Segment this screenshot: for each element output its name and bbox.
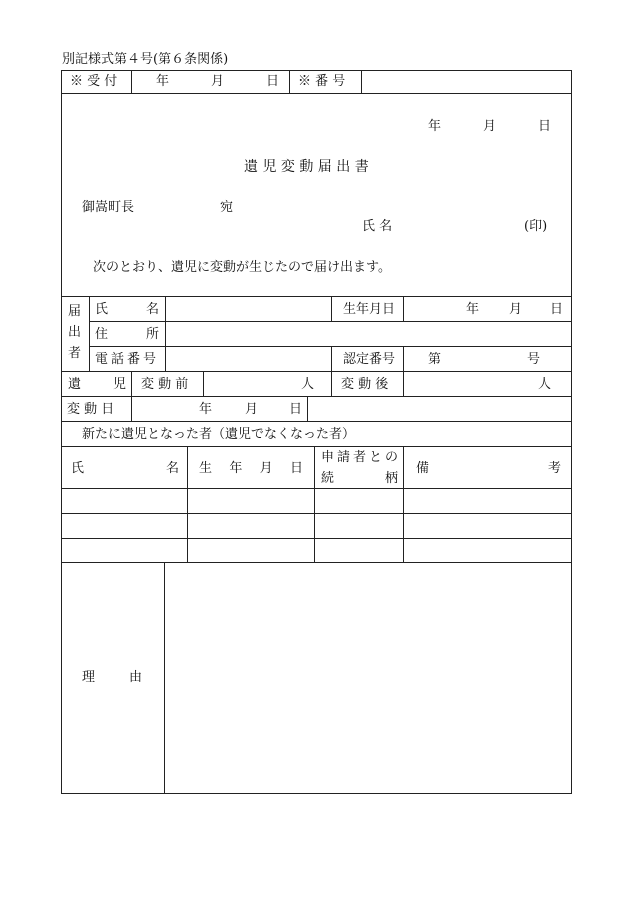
row3-birth-cell[interactable] <box>189 540 312 560</box>
notifier-birth-day: 日 <box>550 302 564 317</box>
row3-remarks-cell[interactable] <box>405 540 569 560</box>
reception-day: 日 <box>266 74 280 89</box>
notifier-phone-field[interactable] <box>168 349 328 368</box>
notifier-label-3: 者 <box>68 346 82 361</box>
date-year: 年 <box>428 119 442 134</box>
row1-name-cell[interactable] <box>63 490 185 511</box>
th-remarks-2: 考 <box>548 461 562 476</box>
th-name-1: 氏 <box>71 461 85 476</box>
after-label: 変 動 後 <box>341 377 389 392</box>
before-count-field[interactable] <box>206 374 296 393</box>
section-title: 新たに遺児となった者（遺児でなくなった者） <box>82 427 356 442</box>
seal-mark: (印) <box>524 219 548 234</box>
change-year: 年 <box>199 402 213 417</box>
th-name-2: 名 <box>166 461 180 476</box>
addressee-name: 御嵩町長 <box>82 200 135 215</box>
row2-name-cell[interactable] <box>63 515 185 536</box>
change-date-label: 変 動 日 <box>67 402 115 417</box>
row2-birth-cell[interactable] <box>189 515 312 536</box>
before-unit: 人 <box>301 377 315 392</box>
number-label: ※ 番 号 <box>298 74 346 89</box>
row1-remarks-cell[interactable] <box>405 490 569 511</box>
document-title: 遺 児 変 動 届 出 書 <box>244 159 369 175</box>
notifier-phone-label: 電話番号 <box>95 352 160 367</box>
notifier-cert-label: 認定番号 <box>343 352 396 367</box>
th-relation-2: 続 柄 <box>321 471 398 486</box>
th-birth: 生 年 月 日 <box>199 461 303 476</box>
date-month: 月 <box>483 119 497 134</box>
notifier-birth-month: 月 <box>509 302 523 317</box>
notifier-name-label: 氏 名 <box>95 302 159 317</box>
row1-birth-cell[interactable] <box>189 490 312 511</box>
statement: 次のとおり、遺児に変動が生じたので届け出ます。 <box>93 260 391 275</box>
before-label: 変 動 前 <box>141 377 189 392</box>
reception-label: ※ 受 付 <box>70 74 118 89</box>
change-day: 日 <box>289 402 303 417</box>
reason-field[interactable] <box>167 565 569 790</box>
reception-number-field[interactable] <box>364 72 569 91</box>
reception-year: 年 <box>156 74 170 89</box>
th-remarks-1: 備 <box>416 461 430 476</box>
row1-relation-cell[interactable] <box>316 490 401 511</box>
row2-relation-cell[interactable] <box>316 515 401 536</box>
change-month: 月 <box>245 402 259 417</box>
notifier-label-2: 出 <box>68 325 82 340</box>
date-day: 日 <box>538 119 552 134</box>
form-number: 別記様式第４号(第６条関係) <box>62 52 229 67</box>
notifier-birth-label: 生年月日 <box>343 302 396 317</box>
notifier-name-field[interactable] <box>168 299 328 318</box>
notifier-address-field[interactable] <box>168 324 568 343</box>
applicant-name-label: 氏 名 <box>362 219 393 234</box>
after-count-field[interactable] <box>406 374 532 393</box>
applicant-name-field[interactable] <box>400 216 518 234</box>
notifier-label-1: 届 <box>68 304 82 319</box>
notifier-cert-prefix: 第 <box>428 352 442 367</box>
orphans-label: 遺 児 <box>68 377 126 392</box>
reason-label: 理 由 <box>82 670 142 685</box>
row3-name-cell[interactable] <box>63 540 185 560</box>
notifier-address-label: 住 所 <box>95 327 159 342</box>
row3-relation-cell[interactable] <box>316 540 401 560</box>
after-unit: 人 <box>538 377 552 392</box>
notifier-birth-year: 年 <box>466 302 480 317</box>
th-relation-1: 申請者との <box>321 450 398 465</box>
notifier-cert-suffix: 号 <box>527 352 541 367</box>
reception-month: 月 <box>211 74 225 89</box>
addressee-suffix: 宛 <box>220 200 234 215</box>
row2-remarks-cell[interactable] <box>405 515 569 536</box>
